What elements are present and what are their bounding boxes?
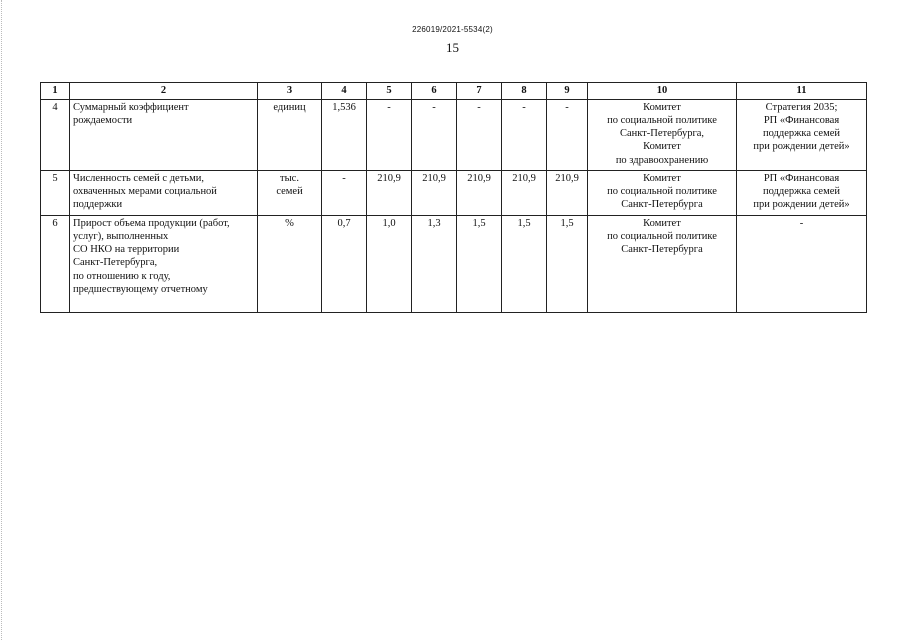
- column-header: 1: [41, 83, 70, 100]
- value-cell: 1,5: [502, 216, 547, 313]
- responsible-cell: Комитет по социальной политике Санкт-Петербурга: [588, 171, 737, 216]
- table-header-row: [41, 83, 867, 100]
- row-number: 5: [41, 171, 70, 216]
- value-cell: -: [322, 171, 367, 216]
- value-cell: -: [502, 100, 547, 171]
- value-cell: 0,7: [322, 216, 367, 313]
- column-header: 4: [322, 83, 367, 100]
- value-cell: 210,9: [367, 171, 412, 216]
- column-header: 10: [588, 83, 737, 100]
- table-row: [41, 100, 867, 171]
- column-header: 3: [258, 83, 322, 100]
- row-number: 6: [41, 216, 70, 313]
- responsible-cell: Комитет по социальной политике Санкт-Петербурга: [588, 216, 737, 313]
- value-cell: 1,3: [412, 216, 457, 313]
- column-header: 9: [547, 83, 588, 100]
- unit-cell: тыс. семей: [258, 171, 322, 216]
- value-cell: -: [457, 100, 502, 171]
- indicator-name: Численность семей с детьми, охваченных мерами социальной поддержки: [70, 171, 258, 216]
- column-header: 11: [737, 83, 867, 100]
- value-cell: 1,0: [367, 216, 412, 313]
- document-code: 226019/2021-5534(2): [412, 25, 493, 34]
- indicator-name: Суммарный коэффициент рождаемости: [70, 100, 258, 171]
- page-number: 15: [446, 40, 459, 55]
- value-cell: 210,9: [412, 171, 457, 216]
- scan-edge-mark: [1, 0, 3, 640]
- table-row: [41, 171, 867, 216]
- program-cell: РП «Финансовая поддержка семей при рождении детей»: [737, 171, 867, 216]
- value-cell: 210,9: [547, 171, 588, 216]
- value-cell: -: [547, 100, 588, 171]
- column-header: 2: [70, 83, 258, 100]
- column-header: 5: [367, 83, 412, 100]
- table-row: [41, 216, 867, 313]
- value-cell: -: [412, 100, 457, 171]
- indicator-name: Прирост объема продукции (работ, услуг), выполненных СО НКО на территории Санкт-Петербурга, по отношению к году, предшествующему отчетному: [70, 216, 258, 313]
- value-cell: -: [367, 100, 412, 171]
- column-header: 6: [412, 83, 457, 100]
- column-header: 8: [502, 83, 547, 100]
- value-cell: 1,536: [322, 100, 367, 171]
- row-number: 4: [41, 100, 70, 171]
- column-header: 7: [457, 83, 502, 100]
- value-cell: 1,5: [547, 216, 588, 313]
- unit-cell: единиц: [258, 100, 322, 171]
- indicators-table: [40, 82, 867, 313]
- value-cell: 210,9: [502, 171, 547, 216]
- value-cell: 210,9: [457, 171, 502, 216]
- responsible-cell: Комитет по социальной политике Санкт-Петербурга, Комитет по здравоохранению: [588, 100, 737, 171]
- unit-cell: %: [258, 216, 322, 313]
- program-cell: -: [737, 216, 867, 313]
- value-cell: 1,5: [457, 216, 502, 313]
- program-cell: Стратегия 2035; РП «Финансовая поддержка семей при рождении детей»: [737, 100, 867, 171]
